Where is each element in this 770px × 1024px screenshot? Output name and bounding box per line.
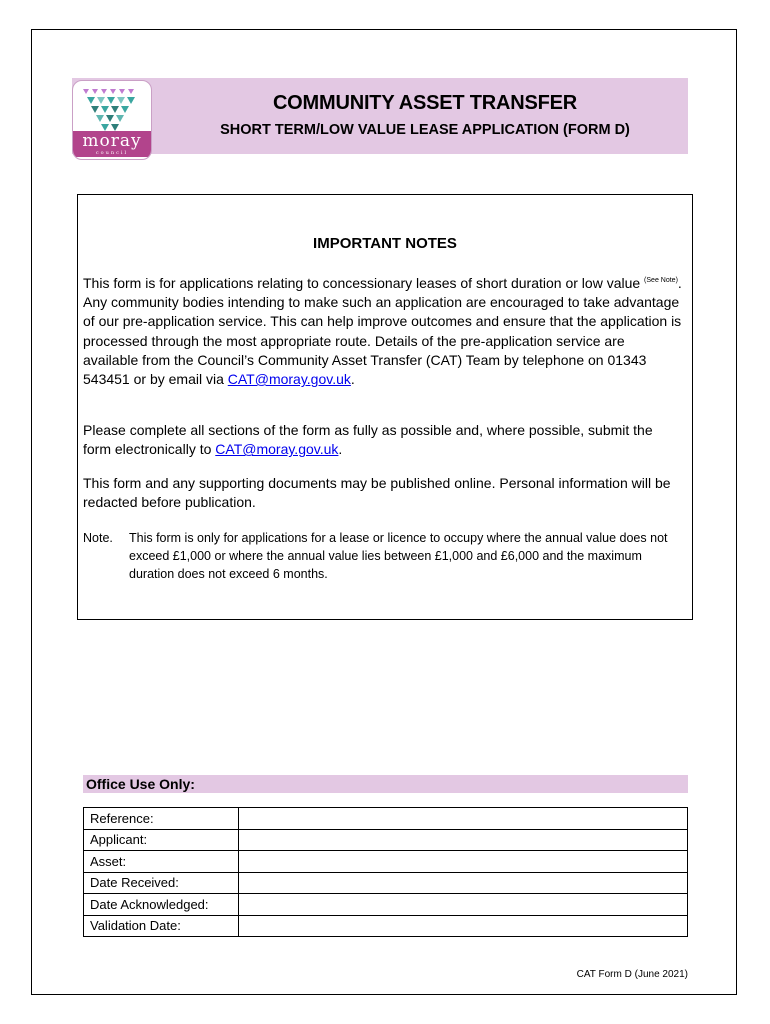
office-use-header [83,775,688,793]
applicant-label: Applicant: [84,829,239,851]
see-note-marker: (See Note) [644,277,678,284]
reference-field[interactable] [239,808,688,830]
footnote [83,529,688,583]
logo-triangles [83,89,135,131]
table-row [84,829,688,851]
table-row [84,851,688,873]
date-received-field[interactable] [239,872,688,894]
important-notes-box [77,194,693,620]
cat-email-link-2[interactable]: CAT@moray.gov.uk [215,441,339,458]
table-row [84,915,688,937]
table-row [84,872,688,894]
table-row [84,894,688,916]
notes-paragraph-3: This form and any supporting documents may be published online. Personal information will be redacted before publication. [83,475,671,511]
asset-label: Asset: [84,851,239,873]
note-label: Note. [83,531,113,545]
notes-heading: IMPORTANT NOTES [313,235,457,252]
note-text: This form is only for applications for a lease or licence to occupy where the annual value does not exceed £1,000 or where the annual value lies between £1,000 and £6,000 and the maximum duration does not exceed 6 months. [129,531,668,581]
asset-field[interactable] [239,851,688,873]
form-footer: CAT Form D (June 2021) [576,969,688,980]
logo-wordmark: moray council [73,131,151,157]
office-use-table [83,807,688,937]
table-row [84,808,688,830]
moray-council-logo [72,80,152,160]
applicant-field[interactable] [239,829,688,851]
page-title: COMMUNITY ASSET TRANSFER [272,92,578,114]
reference-label: Reference: [84,808,239,830]
date-acknowledged-field[interactable] [239,894,688,916]
office-use-title: Office Use Only: [86,776,195,792]
validation-date-label: Validation Date: [84,915,239,937]
logo-diamond-icon [73,81,151,133]
date-received-label: Date Received: [84,872,239,894]
date-acknowledged-label: Date Acknowledged: [84,894,239,916]
header-band [72,78,688,154]
validation-date-field[interactable] [239,915,688,937]
notes-paragraph-2: Please complete all sections of the form as fully as possible and, where possible, submit the form electronically to CAT@moray.gov.uk. [83,422,653,458]
cat-email-link-1[interactable]: CAT@moray.gov.uk [227,371,351,388]
notes-paragraph-1: This form is for applications relating to concessionary leases of short duration or low value $^{(See Note)}$. Any community bodies intending to make such an application are encouraged to take advantage of our pre-application service. This can help improve outcomes and ensure that the application is processed through the most appropriate route. Details of the pre-application service are available from the Council’s Community Asset Transfer (CAT) Team by telephone on 01343 543451 or by email via CAT@moray.gov.uk. [83,275,682,388]
page-subtitle: SHORT TERM/LOW VALUE LEASE APPLICATION (FORM D) [220,122,630,138]
